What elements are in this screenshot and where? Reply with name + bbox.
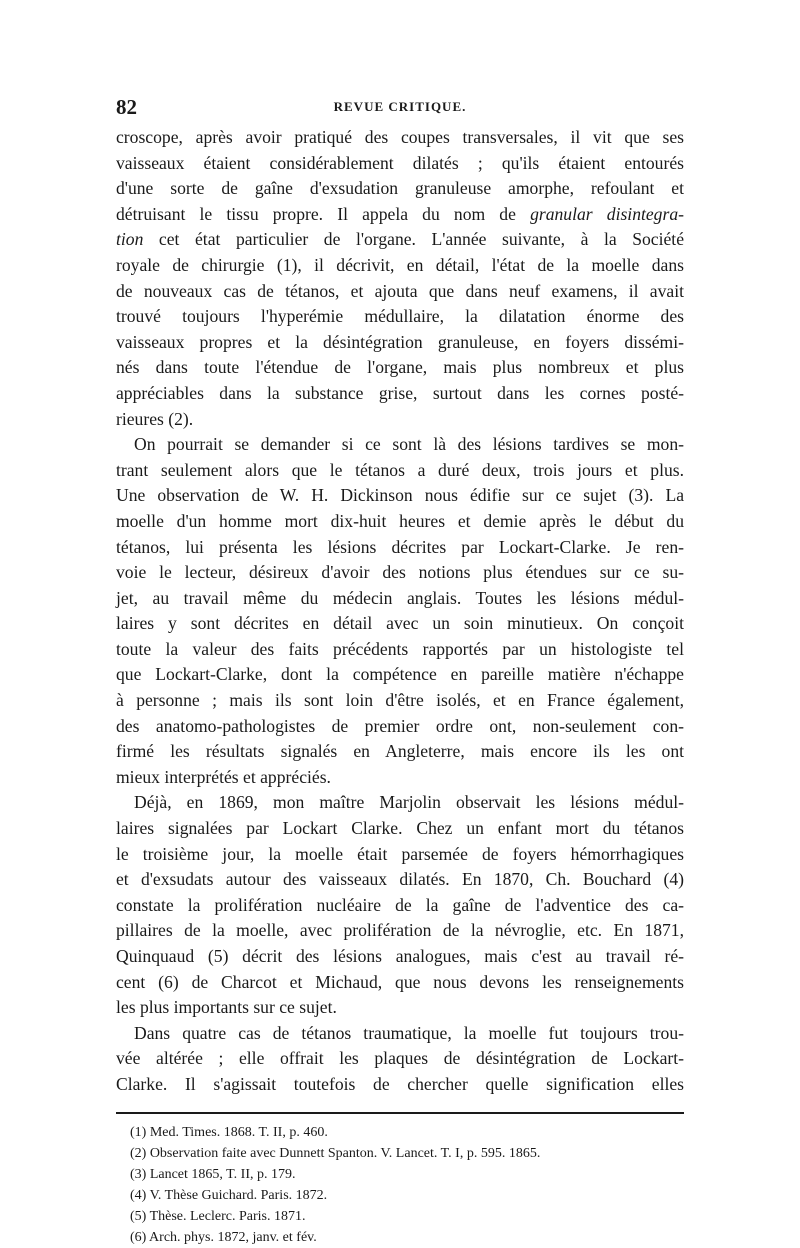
- text-segment: cet état particulier de l'organe. L'année suivante, à la Société: [143, 229, 684, 250]
- text-line: trouvé toujours l'hyperémie médullaire, la dilatation énorme des: [116, 306, 684, 327]
- footnote: (3) Lancet 1865, T. II, p. 179.: [130, 1166, 296, 1182]
- text-line: mieux interprétés et appréciés.: [116, 766, 331, 787]
- footnote: (1) Med. Times. 1868. T. II, p. 460.: [130, 1124, 328, 1140]
- text-line: vaisseaux propres et la désintégration granuleuse, en foyers dissémi-: [116, 331, 684, 352]
- text-line: voie le lecteur, désireux d'avoir des notions plus étendues sur ce su-: [116, 562, 684, 583]
- footnote: (6) Arch. phys. 1872, janv. et fév.: [130, 1229, 317, 1245]
- text-line: à personne ; mais ils sont loin d'être isolés, et en France également,: [116, 690, 684, 711]
- text-line: vée altérée ; elle offrait les plaques de désintégration de Lockart-: [116, 1048, 684, 1069]
- text-line: Quinquaud (5) décrit des lésions analogues, mais c'est au travail ré-: [116, 946, 684, 966]
- paragraph-4: [116, 1021, 684, 1098]
- text-line: pillaires de la moelle, avec prolifération de la névroglie, etc. En 1871,: [116, 920, 684, 941]
- text-line: moelle d'un homme mort dix-huit heures et demie après le début du: [116, 510, 684, 531]
- paragraph-2: [116, 432, 684, 790]
- text-line: des anatomo-pathologistes de premier ordre ont, non-seulement con-: [116, 715, 684, 736]
- text-line: [116, 202, 684, 228]
- text-line: que Lockart-Clarke, dont la compétence en pareille matière n'échappe: [116, 664, 684, 685]
- text-line: constate la prolifération nucléaire de la gaîne de l'adventice des ca-: [116, 894, 684, 915]
- page-header: [116, 95, 684, 125]
- text-line: laires signalées par Lockart Clarke. Chez un enfant mort du tétanos: [116, 818, 684, 839]
- text-line: les plus importants sur ce sujet.: [116, 997, 337, 1018]
- document-page: [116, 95, 684, 1248]
- text-line: rieures (2).: [116, 408, 194, 429]
- text-line: appréciables dans la substance grise, surtout dans les cornes posté-: [116, 382, 684, 403]
- text-line: Une observation de W. H. Dickinson nous édifie sur ce sujet (3). La: [116, 485, 684, 506]
- text-line: laires y sont décrites en détail avec un soin minutieux. On conçoit: [116, 613, 684, 634]
- text-line: le troisième jour, la moelle était parsemée de foyers hémorrhagiques: [116, 843, 684, 864]
- text-line: nés dans toute l'étendue de l'organe, mais plus nombreux et plus: [116, 357, 684, 378]
- text-line: et d'exsudats autour des vaisseaux dilatés. En 1870, Ch. Bouchard (4): [116, 869, 684, 890]
- text-line: cent (6) de Charcot et Michaud, que nous devons les renseignements: [116, 971, 684, 992]
- text-line: de nouveaux cas de tétanos, et ajouta que dans neuf examens, il avait: [116, 280, 684, 301]
- text-line: royale de chirurgie (1), il décrivit, en détail, l'état de la moelle dans: [116, 254, 684, 275]
- text-line: On pourrait se demander si ce sont là des lésions tardives se mon-: [134, 434, 684, 455]
- text-line: vaisseaux étaient considérablement dilatés ; qu'ils étaient entourés: [116, 152, 684, 173]
- text-line: croscope, après avoir pratiqué des coupes transversales, il vit que ses: [116, 127, 684, 147]
- text-line: toute la valeur des faits précédents rapportés par un histologiste tel: [116, 638, 684, 659]
- text-line: d'une sorte de gaîne d'exsudation granuleuse amorphe, refoulant et: [116, 178, 684, 199]
- text-line: Clarke. Il s'agissait toutefois de chercher quelle signification elles: [116, 1073, 684, 1094]
- italic-term-continuation: tion: [116, 229, 144, 250]
- text-line: Déjà, en 1869, mon maître Marjolin observait les lésions médul-: [134, 792, 684, 813]
- footnote: (5) Thèse. Leclerc. Paris. 1871.: [130, 1208, 306, 1224]
- page-number: 82: [116, 95, 137, 119]
- paragraph-3: [116, 790, 684, 1020]
- text-segment: détruisant le tissu propre. Il appela du nom de: [116, 203, 516, 224]
- text-line: firmé les résultats signalés en Angleterre, mais encore ils les ont: [116, 741, 684, 762]
- italic-term: granular disintegra-: [530, 203, 684, 224]
- text-line: [116, 227, 684, 253]
- footnote-divider: [116, 1112, 684, 1114]
- footnote: (2) Observation faite avec Dunnett Spanton. V. Lancet. T. I, p. 595. 1865.: [130, 1145, 541, 1161]
- footnotes: [116, 1122, 684, 1248]
- text-line: jet, au travail même du médecin anglais. Toutes les lésions médul-: [116, 587, 684, 608]
- footnote: (4) V. Thèse Guichard. Paris. 1872.: [130, 1187, 328, 1203]
- text-line: tétanos, lui présenta les lésions décrites par Lockart-Clarke. Je ren-: [116, 536, 684, 557]
- text-line: trant seulement alors que le tétanos a duré deux, trois jours et plus.: [116, 459, 684, 480]
- paragraph-1: [116, 125, 684, 432]
- text-line: Dans quatre cas de tétanos traumatique, la moelle fut toujours trou-: [134, 1022, 684, 1043]
- running-title: REVUE CRITIQUE.: [333, 99, 467, 114]
- body-text: [116, 125, 684, 1098]
